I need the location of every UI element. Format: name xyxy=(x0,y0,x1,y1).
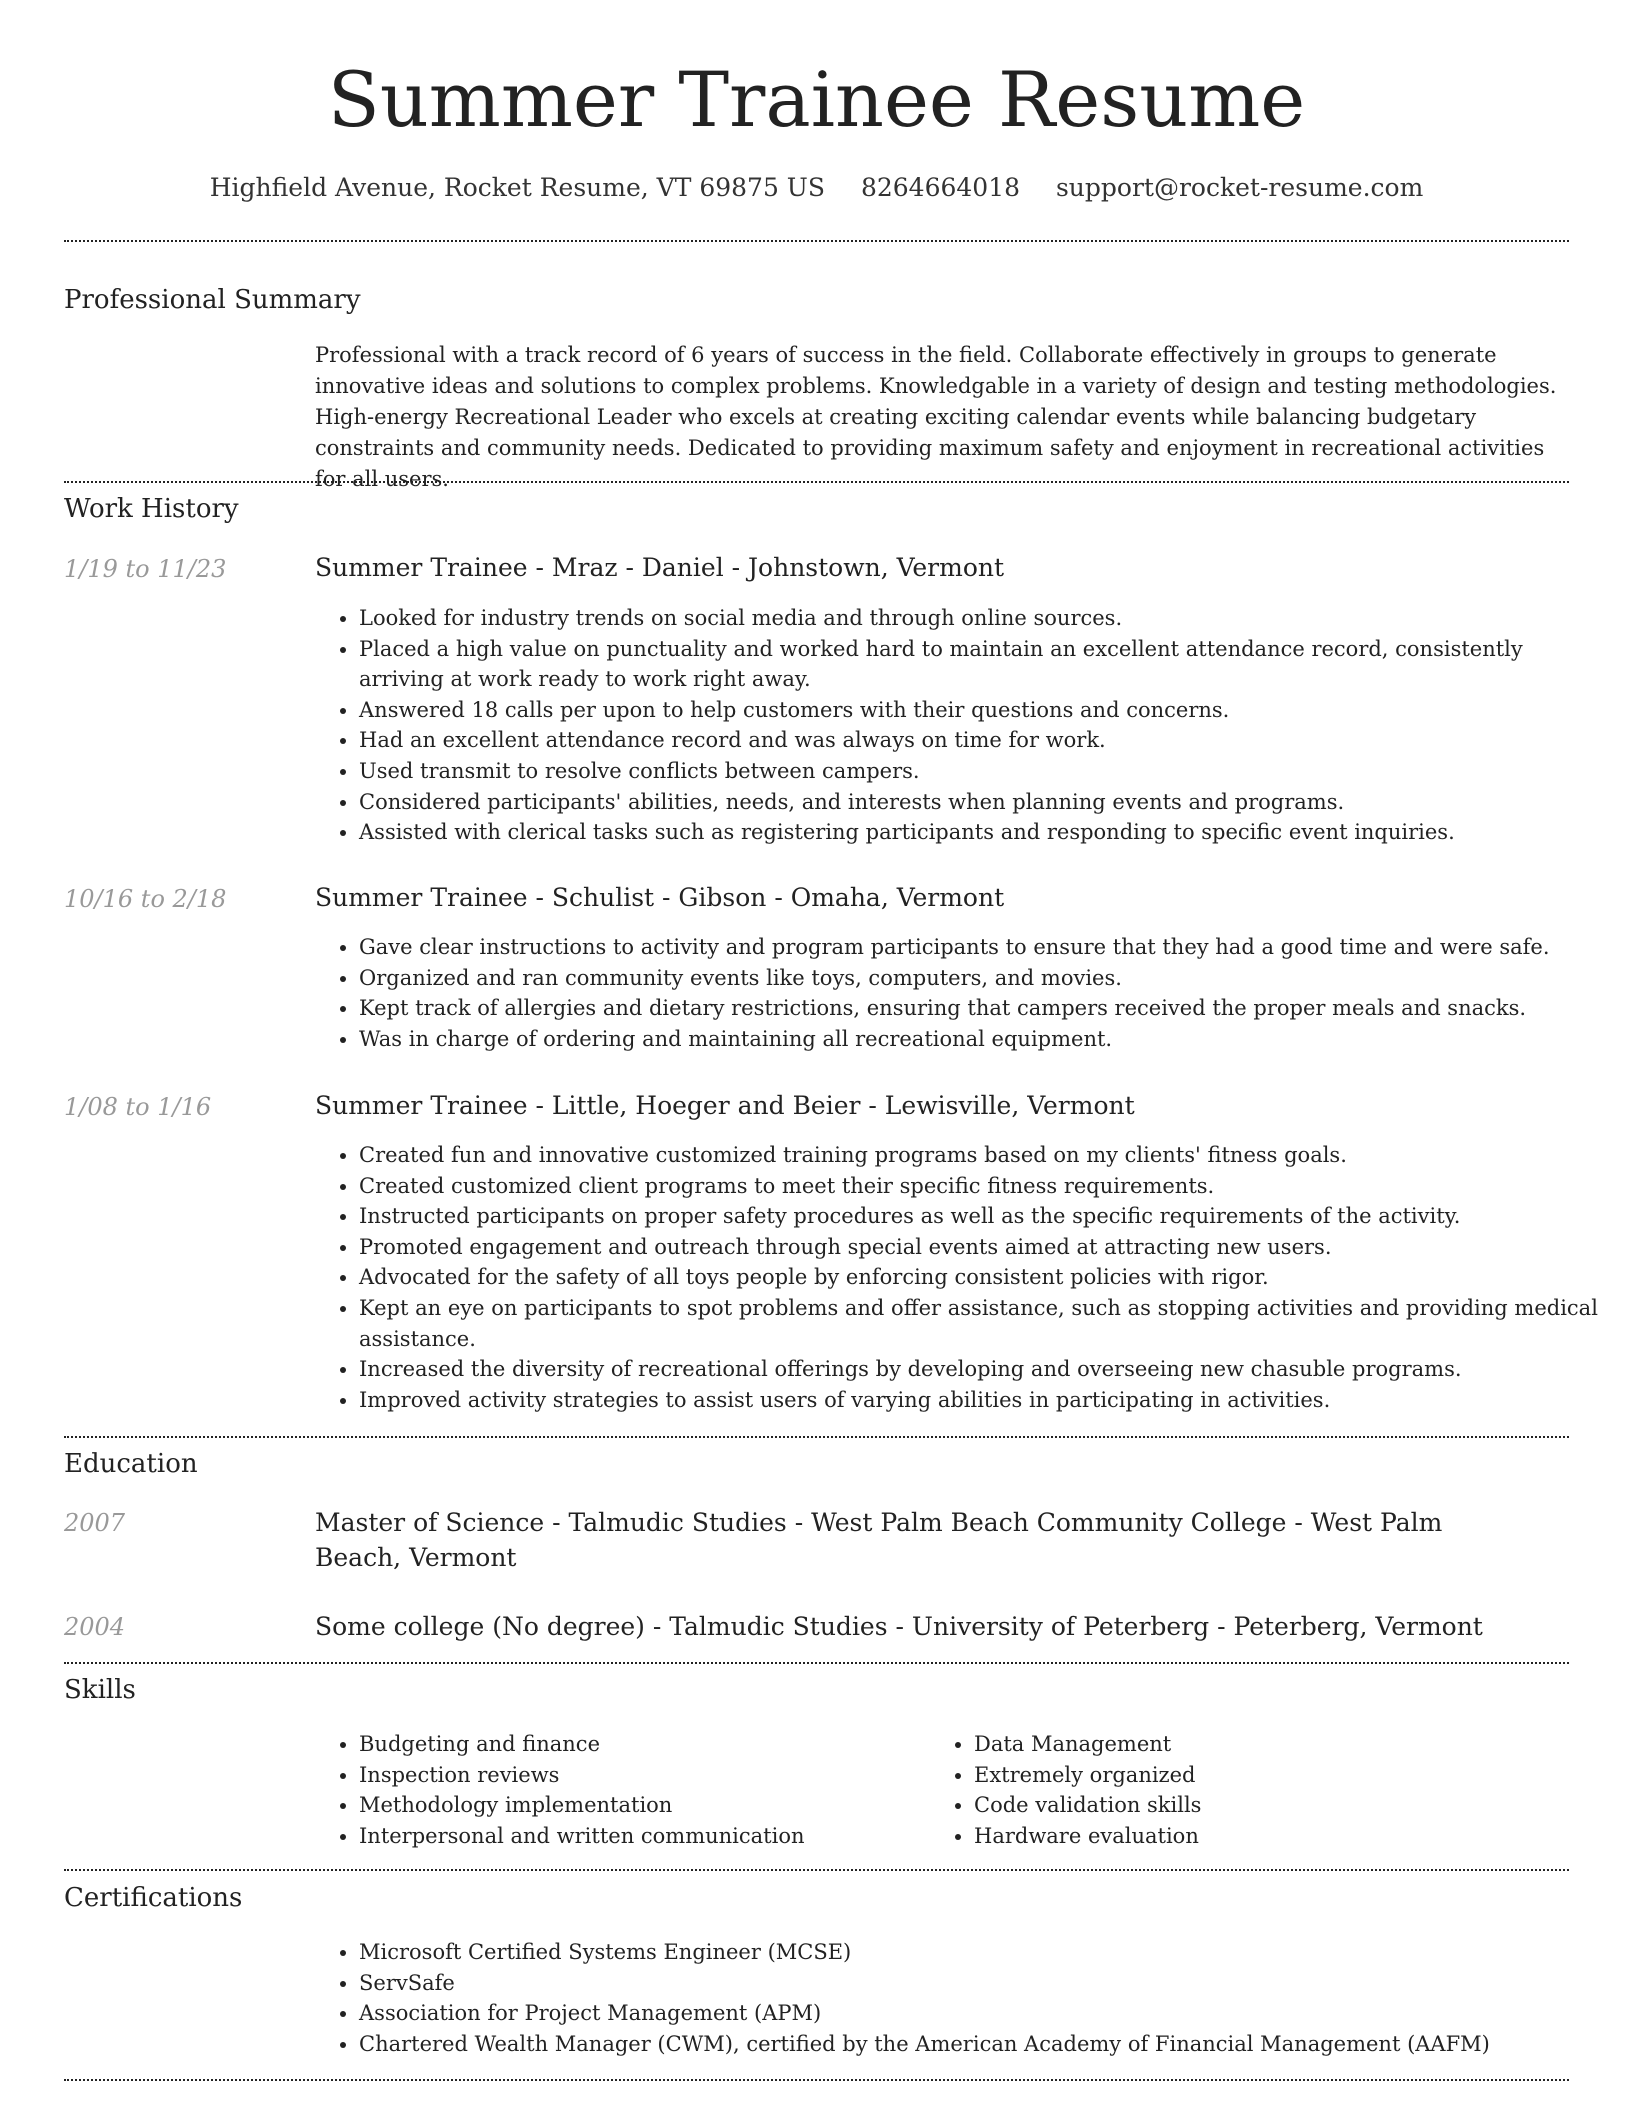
list-item: • Inspection reviews xyxy=(359,1760,1613,1791)
section-title-certifications: Certifications xyxy=(64,1883,243,1913)
list-item: • Looked for industry trends on social media and through online sources. xyxy=(359,603,1613,634)
list-item: • Chartered Wealth Manager (CWM), certified by the American Academy of Financial Management (AAFM) xyxy=(359,2029,1613,2060)
job-dates: 1/19 to 11/23 xyxy=(64,555,227,583)
education-entry: Some college (No degree) - Talmudic Studies - University of Peterberg - Peterberg, Vermont xyxy=(315,1612,1483,1641)
section-title-summary: Professional Summary xyxy=(64,285,361,315)
list-item: • Assisted with clerical tasks such as registering participants and responding to specific event inquiries. xyxy=(359,817,1613,848)
contact-phone: 8264664018 xyxy=(860,173,1021,202)
divider xyxy=(64,1869,1569,1871)
contact-email: support@rocket-resume.com xyxy=(1055,173,1424,202)
job-dates: 1/08 to 1/16 xyxy=(64,1093,212,1121)
job-bullets xyxy=(315,603,1613,848)
list-item: • Budgeting and finance xyxy=(359,1729,1613,1760)
list-item: • Kept an eye on participants to spot problems and offer assistance, such as stopping activities and providing medical assistance. xyxy=(359,1293,1613,1354)
list-item: • Kept track of allergies and dietary restrictions, ensuring that campers received the proper meals and snacks. xyxy=(359,993,1613,1024)
list-item: • Code validation skills xyxy=(974,1790,1632,1821)
section-title-skills: Skills xyxy=(64,1675,136,1705)
list-item: • Created customized client programs to meet their specific fitness requirements. xyxy=(359,1171,1613,1202)
list-item: • Extremely organized xyxy=(974,1760,1632,1791)
divider xyxy=(64,481,1569,483)
section-title-education: Education xyxy=(64,1449,198,1479)
resume-title: Summer Trainee Resume xyxy=(327,55,1306,144)
list-item: • Instructed participants on proper safety procedures as well as the specific requirements of the activity. xyxy=(359,1201,1613,1232)
divider xyxy=(64,2079,1569,2081)
contact-address: Highfield Avenue, Rocket Resume, VT 69875 US xyxy=(209,173,825,202)
divider xyxy=(64,1662,1569,1664)
education-entry: Master of Science - Talmudic Studies - West Palm Beach Community College - West Palm Beach, Vermont xyxy=(315,1508,1443,1572)
list-item: • Placed a high value on punctuality and worked hard to maintain an excellent attendance record, consistently arriving at work ready to work right away. xyxy=(359,634,1613,695)
list-item: • Promoted engagement and outreach through special events aimed at attracting new users. xyxy=(359,1232,1613,1263)
divider xyxy=(64,240,1569,242)
list-item: • Gave clear instructions to activity and program participants to ensure that they had a good time and were safe. xyxy=(359,932,1613,963)
job-title: Summer Trainee - Schulist - Gibson - Omaha, Vermont xyxy=(315,883,1005,912)
list-item: • Had an excellent attendance record and was always on time for work. xyxy=(359,725,1613,756)
list-item: • Interpersonal and written communication xyxy=(359,1821,1613,1852)
list-item: • Improved activity strategies to assist users of varying abilities in participating in activities. xyxy=(359,1385,1613,1416)
list-item: • Organized and ran community events like toys, computers, and movies. xyxy=(359,963,1613,994)
list-item: • ServSafe xyxy=(359,1968,1613,1999)
list-item: • Answered 18 calls per upon to help customers with their questions and concerns. xyxy=(359,695,1613,726)
list-item: • Created fun and innovative customized training programs based on my clients' fitness goals. xyxy=(359,1140,1613,1171)
job-dates: 10/16 to 2/18 xyxy=(64,885,227,913)
job-title: Summer Trainee - Little, Hoeger and Beier - Lewisville, Vermont xyxy=(315,1091,1135,1120)
list-item: • Considered participants' abilities, needs, and interests when planning events and programs. xyxy=(359,787,1613,818)
list-item: • Methodology implementation xyxy=(359,1790,1613,1821)
education-year: 2007 xyxy=(64,1509,126,1537)
list-item: • Data Management xyxy=(974,1729,1632,1760)
list-item: • Advocated for the safety of all toys people by enforcing consistent policies with rigor. xyxy=(359,1262,1613,1293)
list-item: • Hardware evaluation xyxy=(974,1821,1632,1852)
list-item: • Used transmit to resolve conflicts between campers. xyxy=(359,756,1613,787)
job-bullets xyxy=(315,1140,1613,1415)
list-item: • Association for Project Management (APM) xyxy=(359,1998,1613,2029)
divider xyxy=(64,1436,1569,1438)
list-item: • Was in charge of ordering and maintaining all recreational equipment. xyxy=(359,1024,1613,1055)
education-year: 2004 xyxy=(64,1613,126,1641)
summary-text: Professional with a track record of 6 years of success in the field. Collaborate effectively in groups to generate innovative ideas and solutions to complex problems. Knowledgable in a variety of design and testing methodologies. High-energy Recreational Leader who excels at creating exciting calendar events while balancing budgetary constraints and community needs. Dedicated to providing maximum safety and enjoyment in recreational activities for all users. xyxy=(315,343,1557,491)
job-title: Summer Trainee - Mraz - Daniel - Johnstown, Vermont xyxy=(315,553,1005,582)
list-item: • Increased the diversity of recreational offerings by developing and overseeing new chasuble programs. xyxy=(359,1354,1613,1385)
certifications-list xyxy=(315,1937,1613,2059)
skills-list-right xyxy=(930,1729,1632,1851)
contact-line xyxy=(64,170,1569,206)
section-title-work: Work History xyxy=(64,494,239,524)
list-item: • Microsoft Certified Systems Engineer (MCSE) xyxy=(359,1937,1613,1968)
job-bullets xyxy=(315,932,1613,1054)
